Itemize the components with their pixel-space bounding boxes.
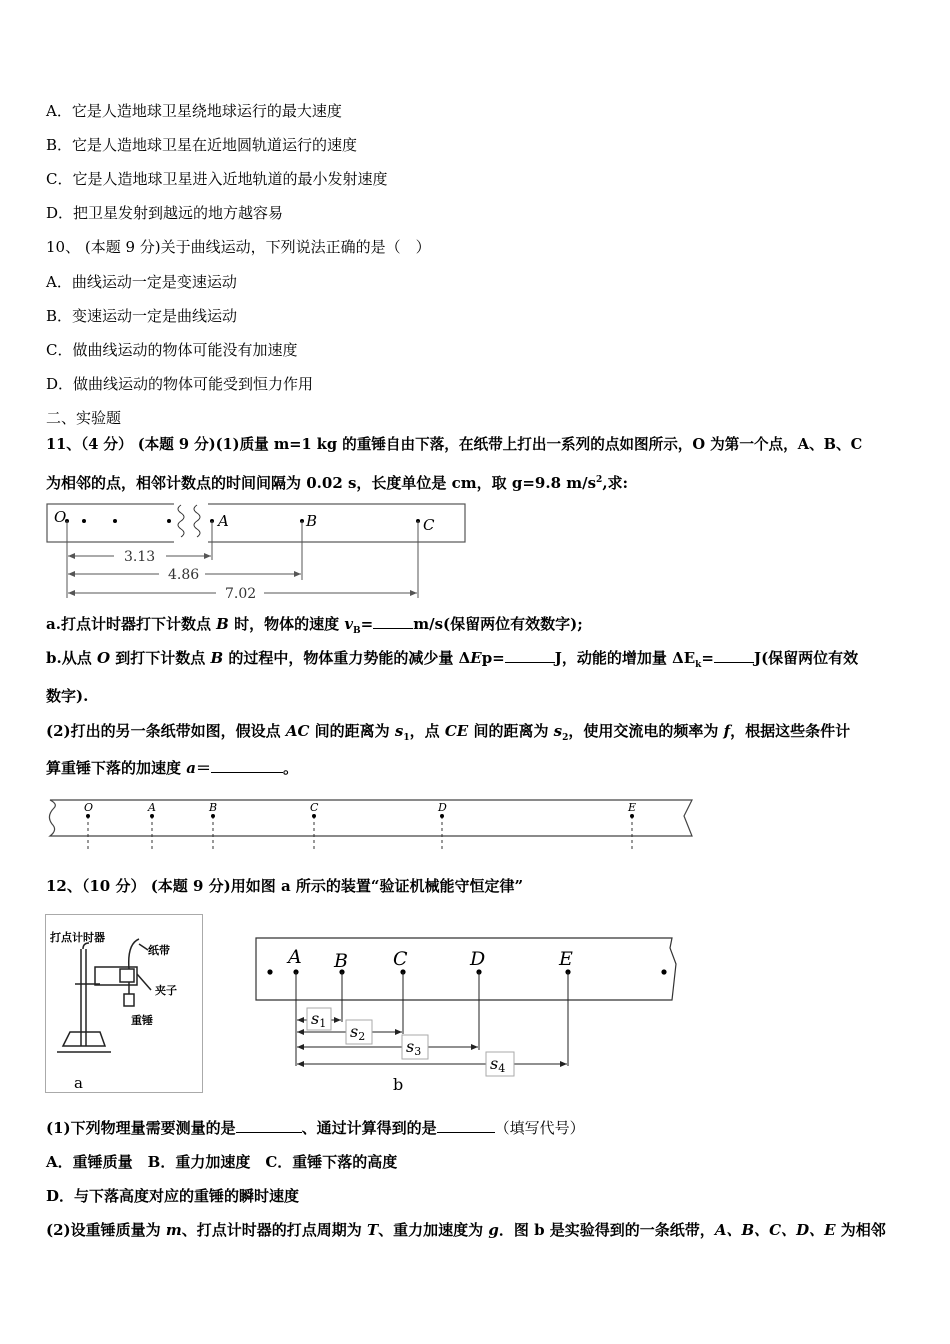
dim-s4 [297,1052,567,1076]
label-b: B [209,801,218,814]
label-d: D [438,801,447,814]
q11-stem-line2: 为相邻的点，相邻计数点的时间间隔为 0.02 s，长度单位是 cm，取 g=9.8 $m/s^2$,求: [46,474,629,492]
dim-s3 [297,1035,478,1059]
timer-label: 打点计时器 [50,931,105,944]
tape-dot-o [86,814,90,818]
tape-dot [82,519,86,523]
dim-line-3-13 [68,549,211,565]
q10-option-d: D．做曲线运动的物体可能受到恒力作用 [46,375,314,393]
tape-dot-b [211,814,215,818]
dim-s1 [297,1008,341,1030]
label-d: D [470,948,486,970]
break-mark [174,503,208,543]
tape-dot-a [150,814,154,818]
dim-label: 4.86 [168,567,200,583]
answer-blank[interactable] [236,1118,302,1133]
tape-dot [267,969,272,974]
s4-label: s4 [490,1054,506,1075]
label-c: C [423,516,435,534]
q9-option-d: D．把卫星发射到越远的地方越容易 [46,204,284,222]
label-b: B [306,512,318,530]
s3-label: s3 [406,1037,422,1058]
q9-option-a: A．它是人造地球卫星绕地球运行的最大速度 [46,102,342,120]
dim-line-4-86 [68,567,301,583]
answer-blank[interactable] [714,648,754,663]
label-e: E [628,801,637,814]
section-heading: 二、实验题 [46,409,122,427]
tape-dot-e [630,814,634,818]
q11-part-a: a.打点计时器打下计数点 B 时，物体的速度 $v_B= m/s$(保留两位有效数字); [46,615,583,636]
label-a: A [288,946,302,968]
label-c: C [393,948,408,970]
answer-blank[interactable] [211,758,283,773]
q11-part-2: (2)打出的另一条纸带如图，假设点 AC 间的距离为 $s_1$，点 CE 间的距离为 $s_2$，使用交流电的频率为 f，根据这些条件计 [46,722,851,743]
paper-tape [49,800,692,836]
figure-b-caption: b [393,1075,404,1094]
tape-figure-2 [44,796,710,854]
tape-dot-c [312,814,316,818]
paper-tape [256,938,676,1000]
tape-dot [167,519,171,523]
label-b: B [334,950,348,972]
tape-label: 纸带 [148,944,170,957]
label-e: E [559,948,573,970]
q12-stem: 12、（10 分） (本题 9 分)用如图 a 所示的装置“验证机械能守恒定律” [46,877,524,895]
dim-label: 3.13 [124,549,156,565]
label-a: A [148,801,156,814]
q10-stem: 10、 (本题 9 分)关于曲线运动，下列说法正确的是（ ） [46,238,431,256]
tape-figure-1 [40,500,470,606]
tape-dot [661,969,666,974]
tape-figure-3 [250,934,690,1094]
q12-part-2: (2)设重锤质量为 m、打点计时器的打点周期为 T、重力加速度为 g．图 b 是实验得到的一条纸带，A、B、C、D、E 为相邻 [46,1221,886,1239]
tape-dot-d [440,814,444,818]
weight-label: 重锤 [131,1014,153,1027]
q11-part-b-cont: 数字). [46,687,89,705]
q12-part-1: (1)下列物理量需要测量的是 、通过计算得到的是 （填写代号） [46,1119,585,1137]
clip-label: 夹子 [155,984,177,997]
answer-blank[interactable] [437,1118,495,1133]
label-a: A [218,512,229,530]
figure-a-caption: a [74,1074,83,1092]
q10-option-b: B．变速运动一定是曲线运动 [46,307,238,325]
dim-line-7-02 [68,586,417,602]
q9-option-c: C．它是人造地球卫星进入近地轨道的最小发射速度 [46,170,388,188]
q10-option-c: C．做曲线运动的物体可能没有加速度 [46,341,298,359]
label-o: O [84,801,94,814]
q11-part-b: b.从点 O 到打下计数点 B 的过程中，物体重力势能的减少量 ΔEp= J，动能的增加量 $\Delta E_k= J$(保留两位有效 [46,649,859,670]
label-o: O [54,508,67,526]
q9-option-b: B．它是人造地球卫星在近地圆轨道运行的速度 [46,136,358,154]
q10-option-a: A．曲线运动一定是变速运动 [46,273,237,291]
q11-stem-line1: 11、（4 分） (本题 9 分)(1)质量 m=1 kg 的重锤自由下落，在纸带上打出一系列的点如图所示，O 为第一个点，A、B、C [46,436,863,453]
s1-label: s1 [311,1009,327,1030]
dim-label: 7.02 [225,586,257,602]
paper-tape [47,504,465,542]
q12-option-d: D．与下落高度对应的重锤的瞬时速度 [46,1187,300,1205]
label-c: C [310,801,319,814]
answer-blank[interactable] [373,614,413,629]
tape-dot [113,519,117,523]
apparatus-figure [45,914,203,1094]
s2-label: s2 [350,1022,366,1043]
stand-drawing [57,939,151,1052]
q12-options-abc: A．重锤质量 B．重力加速度 C．重锤下落的高度 [46,1153,398,1171]
answer-blank[interactable] [505,648,555,663]
q11-part-2-line2: 算重锤下落的加速度 a＝ 。 [46,759,298,777]
